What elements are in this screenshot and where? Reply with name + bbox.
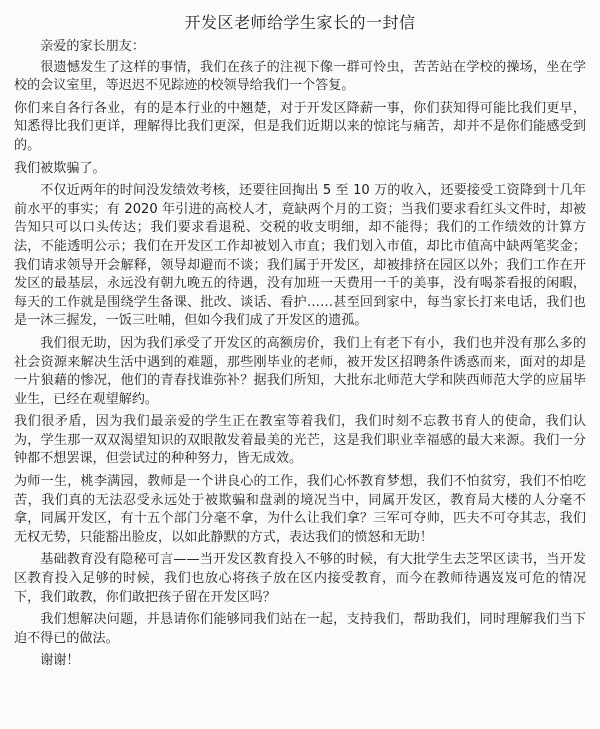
letter-paragraph: 你们来自各行各业，有的是本行业的中翘楚，对于开发区降薪一事，你们获知得可能比我们更早，知悉得比我们更详，理解得比我们更深，但是我们近期以来的惊诧与痛苦，却并不是你们能感受到的。 — [14, 100, 586, 153]
letter-paragraph: 基础教育没有隐秘可言——当开发区教育投入不够的时候，有大批学生去芝罘区读书，当开发区教育投入足够的时候，我们也放心将孩子放在区内接受教育，而今在教师待遇岌岌可危的情况下，我们敢教，你们敢把孩子留在开发区吗？ — [14, 552, 586, 605]
letter-paragraph: 我们很无助，因为我们承受了开发区的高额房价，我们上有老下有小，我们也并没有那么多的社会资源来解决生活中遇到的难题，那些刚毕业的老师，被开发区招聘条件诱惑而来，面对的却是一片狼藉的惨况，他们的青春找谁弥补？据我们所知，大批东北师范大学和陕西师范大学的应届毕业生，已经在观望解约。 — [14, 335, 586, 407]
letter-paragraph: 我们很矛盾，因为我们最亲爱的学生正在教室等着我们，我们时刻不忘教书育人的使命，我们认为，学生那一双双渴望知识的双眼散发着最美的光芒，这是我们职业幸福感的最大来源。我们一分钟都不想罢课，但尝试过的种种努力，皆无成效。 — [14, 414, 586, 467]
letter-paragraph: 为师一生，桃李满园，教师是一个讲良心的工作，我们心怀教育梦想，我们不怕贫穷，我们不怕吃苦，我们真的无法忍受永远处于被欺骗和盘剥的境况当中，同属开发区，教育局大楼的人分毫不拿，同属开发区，有十五个部门分毫不拿，为什么让我们拿？三军可夺帅，匹夫不可夺其志，我们无权无势，只能豁出脸皮，以如此静默的方式，表达我们的愤怒和无助！ — [14, 474, 586, 545]
letter-paragraph: 很遗憾发生了这样的事情，我们在孩子的注视下像一群可怜虫，苦苦站在学校的操场，坐在学校的会议室里，等迟迟不见踪迹的校领导给我们一个答复。 — [14, 59, 586, 94]
letter-paragraph: 我们被欺骗了。 — [14, 160, 106, 176]
letter-closing: 谢谢！ — [40, 653, 80, 669]
letter-paragraph: 我们想解决问题，并恳请你们能够同我们站在一起，支持我们，帮助我们，同时理解我们当下迫不得已的做法。 — [14, 612, 586, 646]
letter-body — [14, 59, 586, 649]
letter-greeting: 亲爱的家长朋友： — [40, 39, 145, 54]
letter-paragraph: 不仅近两年的时间没发绩效考核，还要往回掏出 5 至 10 万的收入，还要接受工资降到十几年前水平的事实；有 2020 年引进的高校人才，竟缺两个月的工资；当我们要求看红头文件时，却被告知只可以口头传达；我们要求看退税、交税的收支明细，却不能得；我们的工作绩效的计算方法，不能透明公示；我们在开发区工作却被划入市直；我们划入市值，却比市值高中缺两笔奖金；我们请求领导开会解释，领导却避而不谈；我们属于开发区，却被排挤在园区以外；我们工作在开发区的最基层，永远没有朝九晚五的待遇，没有加班一天费用一千的美事，没有喝茶看报的闲暇，每天的工作就是围绕学生备课、批改、谈话、看护……甚至回到家中，每当家长打来电话，我们也是一沐三握发，一饭三吐哺，但如今我们成了开发区的遗孤。 — [14, 183, 586, 329]
letter-title: 开发区老师给学生家长的一封信 — [184, 13, 416, 32]
